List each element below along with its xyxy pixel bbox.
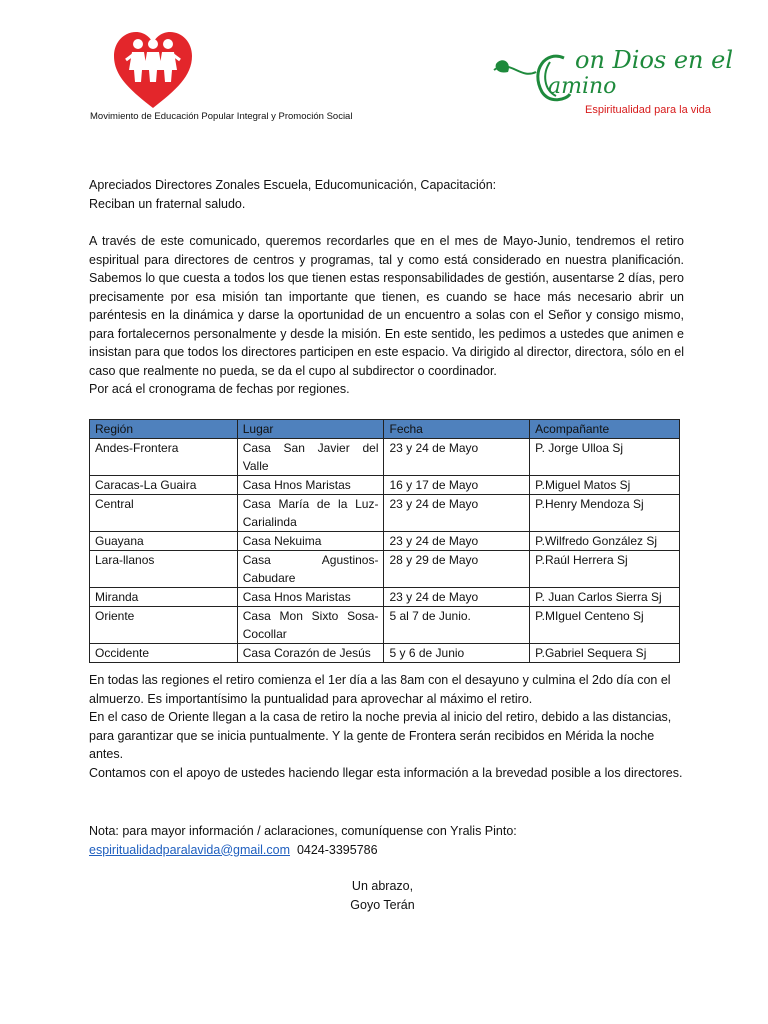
intro-paragraph (89, 232, 684, 399)
cell-fecha: 5 al 7 de Junio. (384, 607, 530, 644)
cell-acompanante: P.Wilfredo González Sj (530, 532, 680, 551)
table-row (90, 439, 680, 476)
cell-region: Caracas-La Guaira (90, 476, 238, 495)
cell-region: Guayana (90, 532, 238, 551)
cell-fecha: 23 y 24 de Mayo (384, 588, 530, 607)
after-table-text (89, 671, 684, 782)
table-row (90, 551, 680, 588)
cell-lugar: Casa María de la Luz-Carialinda (237, 495, 384, 532)
header-acompanante: Acompañante (530, 420, 680, 439)
header-lugar: Lugar (237, 420, 384, 439)
header-region: Región (90, 420, 238, 439)
table-header-row (90, 420, 680, 439)
cell-fecha: 5 y 6 de Junio (384, 644, 530, 663)
greeting-line1: Apreciados Directores Zonales Escuela, Educomunicación, Capacitación: (89, 178, 497, 192)
contact-line (89, 841, 684, 860)
after-table-2: En el caso de Oriente llegan a la casa de retiro la noche previa al inicio del retiro, debido a las distancias, para garantizar que se inicia puntualmente. Y la gente de Frontera serán recibidos en Mérida la noche antes. (89, 710, 672, 761)
brand-subtitle: Espiritualidad para la vida (585, 104, 711, 116)
cell-fecha: 16 y 17 de Mayo (384, 476, 530, 495)
cell-acompanante: P. Juan Carlos Sierra Sj (530, 588, 680, 607)
table-row (90, 607, 680, 644)
after-table-1: En todas las regiones el retiro comienza el 1er día a las 8am con el desayuno y culmina el 2do día con el almuerzo. Es importantísimo la puntualidad para aprovechar al máximo el retiro. (89, 673, 671, 706)
greeting (89, 176, 684, 213)
cell-acompanante: P. Jorge Ulloa Sj (530, 439, 680, 476)
table-row (90, 476, 680, 495)
phone-number: 0424-3395786 (296, 842, 378, 857)
brand-line1: on Dios en el (575, 46, 734, 74)
cell-region: Andes-Frontera (90, 439, 238, 476)
table-row (90, 532, 680, 551)
cell-acompanante: P.MIguel Centeno Sj (530, 607, 680, 644)
schedule-intro: Por acá el cronograma de fechas por regiones. (89, 382, 350, 396)
after-table-3: Contamos con el apoyo de ustedes haciendo llegar esta información a la brevedad posible a los directores. (89, 765, 683, 780)
cell-lugar: Casa Hnos Maristas (237, 476, 384, 495)
cell-lugar: Casa San Javier del Valle (237, 439, 384, 476)
cell-acompanante: P.Henry Mendoza Sj (530, 495, 680, 532)
cell-lugar: Casa Nekuima (237, 532, 384, 551)
con-dios-en-el-camino-logo (490, 40, 734, 120)
closing-text: Un abrazo, (351, 879, 414, 893)
cell-region: Central (90, 495, 238, 532)
cell-region: Miranda (90, 588, 238, 607)
cell-fecha: 23 y 24 de Mayo (384, 439, 530, 476)
cell-lugar: Casa Mon Sixto Sosa-Cocollar (237, 607, 384, 644)
cell-fecha: 23 y 24 de Mayo (384, 495, 530, 532)
cell-region: Lara-llanos (90, 551, 238, 588)
note-text: Nota: para mayor información / aclaraciones, comuníquense con Yralis Pinto: (89, 824, 517, 838)
intro-text: A través de este comunicado, queremos recordarles que en el mes de Mayo-Junio, tendremos el retiro espiritual para directores de centros y programas, tal y como está considerado en nuestra planificación. Sabemos lo que cuesta a todos los que tienen estas responsabilidades de gestión, ausentarse 2 días, pero precisamente por esa misión tan importante que tienen, es cuando se hace más necesario abrir un paréntesis en la dinámica y darse la oportunidad de un encuentro a solas con el Señor y consigo mismo, para fortalecernos personalmente y desde la misión. En este sentido, les pedimos a ustedes que animen e insistan para que todos los directores participen en este espacio. Va dirigido al director, directora, sólo en el caso que realmente no pueda, se da el cupo al subdirector o coordinador. (89, 234, 684, 378)
header-fecha: Fecha (384, 420, 530, 439)
cell-region: Occidente (90, 644, 238, 663)
table-row (90, 644, 680, 663)
greeting-line2: Reciban un fraternal saludo. (89, 196, 246, 211)
cell-acompanante: P.Raúl Herrera Sj (530, 551, 680, 588)
cell-lugar: Casa Hnos Maristas (237, 588, 384, 607)
fe-y-alegria-logo (112, 30, 194, 110)
cell-fecha: 28 y 29 de Mayo (384, 551, 530, 588)
table-row (90, 495, 680, 532)
cell-lugar: Casa Corazón de Jesús (237, 644, 384, 663)
contact-note (89, 822, 684, 859)
cell-acompanante: P.Gabriel Sequera Sj (530, 644, 680, 663)
brand-line2: amino (548, 74, 617, 99)
cell-acompanante: P.Miguel Matos Sj (530, 476, 680, 495)
table-row (90, 588, 680, 607)
schedule-table (89, 419, 680, 663)
org-tagline: Movimiento de Educación Popular Integral y Promoción Social (90, 111, 353, 122)
sign-off (300, 877, 465, 914)
cell-region: Oriente (90, 607, 238, 644)
cell-lugar: Casa Agustinos-Cabudare (237, 551, 384, 588)
signature-name: Goyo Terán (350, 897, 415, 912)
email-link[interactable]: espiritualidadparalavida@gmail.com (89, 842, 290, 857)
cell-fecha: 23 y 24 de Mayo (384, 532, 530, 551)
